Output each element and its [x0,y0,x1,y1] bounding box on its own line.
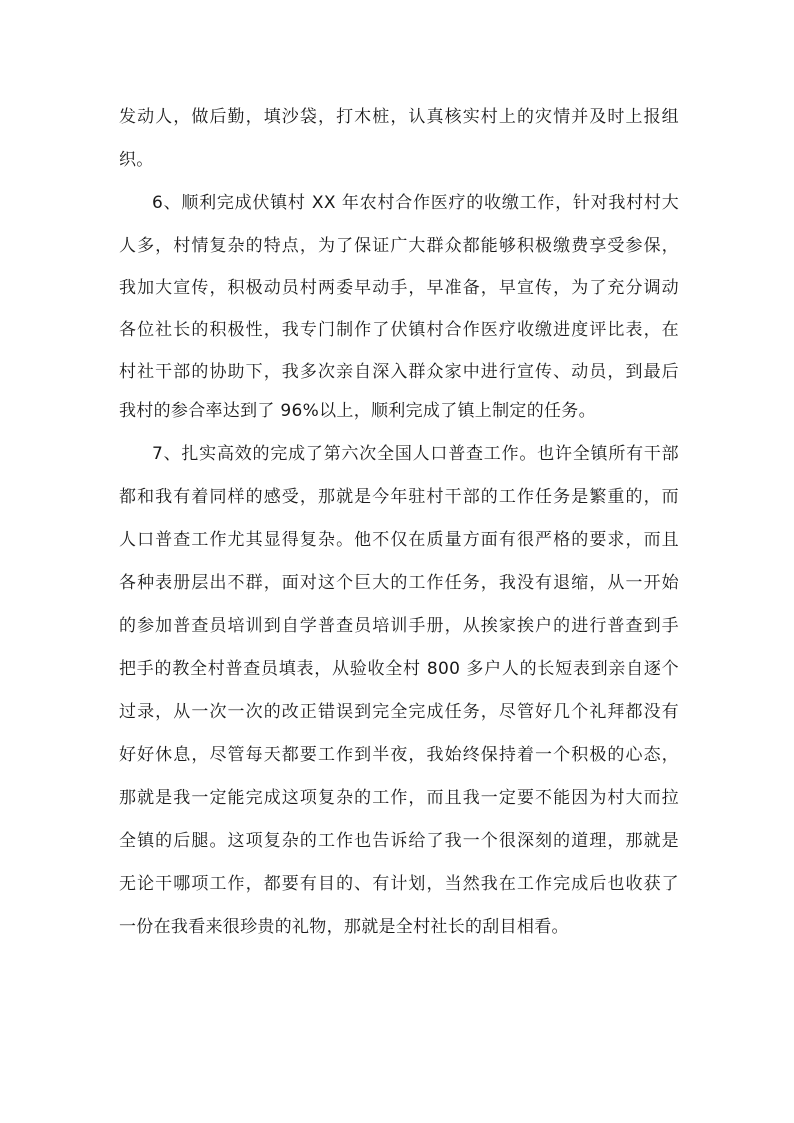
paragraph-3-line-8: 好好休息，尽管每天都要工作到半夜，我始终保持着一个积极的心态， [119,745,679,765]
paragraph-3-line-1: 7、扎实高效的完成了第六次全国人口普查工作。也许全镇所有干部 [152,444,679,464]
paragraph-3-line-5: 的参加普查员培训到自学普查员培训手册，从挨家挨户的进行普查到手 [119,616,679,636]
paragraph-3-line-7: 过录，从一次一次的改正错误到完全完成任务，尽管好几个礼拜都没有 [119,702,679,722]
paragraph-3-line-9: 那就是我一定能完成这项复杂的工作，而且我一定要不能因为村大而拉 [119,788,679,808]
paragraph-2-line-3: 我加大宣传，积极动员村两委早动手，早准备，早宣传，为了充分调动 [119,278,679,298]
paragraph-3-line-11: 无论干哪项工作，都要有目的、有计划，当然我在工作完成后也收获了 [119,874,679,894]
paragraph-2-line-2: 人多，村情复杂的特点，为了保证广大群众都能够积极缴费享受参保， [119,236,679,256]
paragraph-2-line-5: 村社干部的协助下，我多次亲自深入群众家中进行宣传、动员，到最后 [119,362,679,382]
paragraph-3-line-4: 各种表册层出不群，面对这个巨大的工作任务，我没有退缩，从一开始 [119,573,679,593]
paragraph-3-line-10: 全镇的后腿。这项复杂的工作也告诉给了我一个很深刻的道理，那就是 [119,831,679,851]
paragraph-1-line-2: 织。 [119,150,154,170]
paragraph-2-line-4: 各位社长的积极性，我专门制作了伏镇村合作医疗收缴进度评比表，在 [119,320,679,340]
paragraph-3-line-2: 都和我有着同样的感受，那就是今年驻村干部的工作任务是繁重的，而 [119,487,679,507]
paragraph-2-line-1: 6、顺利完成伏镇村 XX 年农村合作医疗的收缴工作，针对我村村大 [152,193,679,213]
paragraph-1-line-1: 发动人，做后勤，填沙袋，打木桩，认真核实村上的灾情并及时上报组 [119,107,679,127]
paragraph-3-line-12: 一份在我看来很珍贵的礼物，那就是全村社长的刮目相看。 [119,917,569,937]
paragraph-2-line-6: 我村的参合率达到了 96%以上，顺利完成了镇上制定的任务。 [119,401,596,421]
paragraph-3-line-3: 人口普查工作尤其显得复杂。他不仅在质量方面有很严格的要求，而且 [119,530,679,550]
paragraph-3-line-6: 把手的教全村普查员填表，从验收全村 800 多户人的长短表到亲自逐个 [119,659,679,679]
